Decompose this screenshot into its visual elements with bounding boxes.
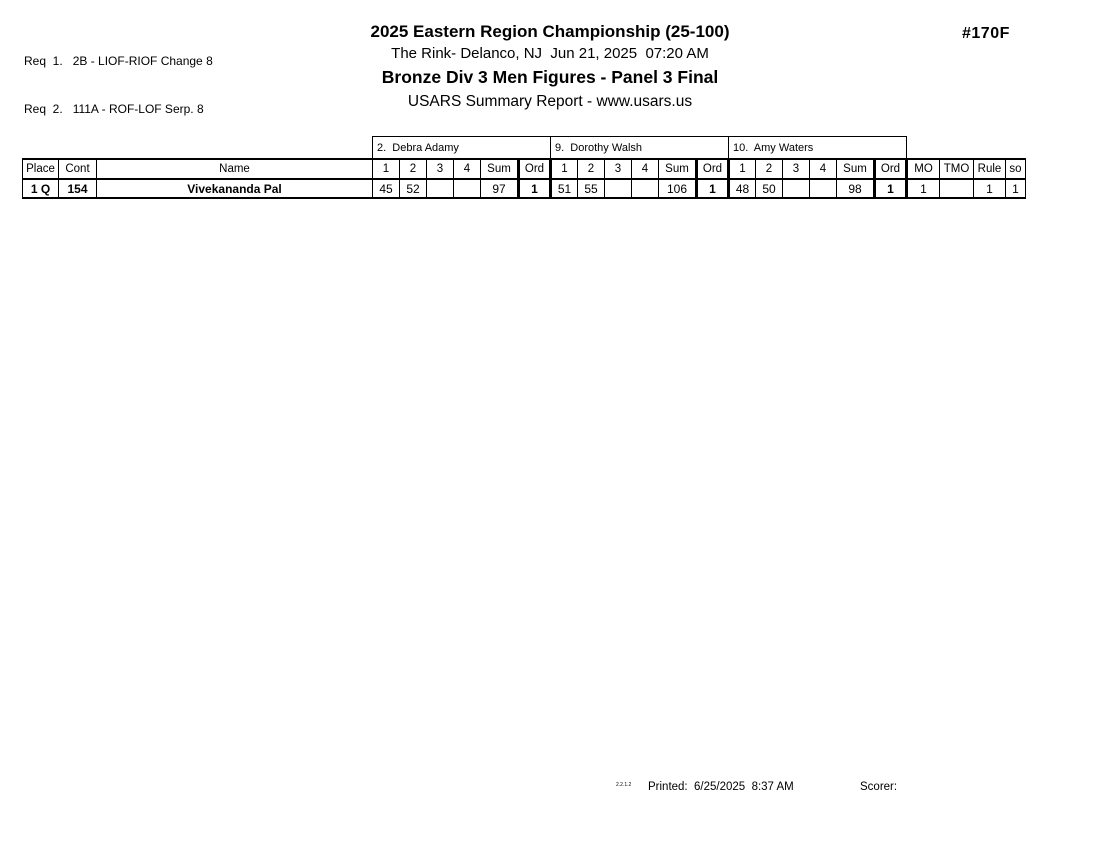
judge-names-row (23, 137, 1026, 160)
col-header-j1-score4: 4 (454, 159, 481, 179)
col-header-j3-score1: 1 (729, 159, 756, 179)
j3-score2-cell: 50 (756, 179, 783, 198)
skater-name-cell: Vivekananda Pal (97, 179, 373, 198)
j2-sum-cell: 106 (659, 179, 697, 198)
tmo-cell (940, 179, 974, 198)
col-header-j1-score1: 1 (373, 159, 400, 179)
j1-sum-cell: 97 (481, 179, 519, 198)
results-table (22, 136, 1026, 199)
col-header-j3-score2: 2 (756, 159, 783, 179)
col-header-mo: MO (907, 159, 940, 179)
j3-ord-cell: 1 (875, 179, 907, 198)
venue-date-line: The Rink- Delanco, NJ Jun 21, 2025 07:20 AM (391, 45, 709, 62)
col-header-j2-score2: 2 (578, 159, 605, 179)
report-type-line: USARS Summary Report - www.usars.us (407, 93, 693, 110)
col-header-j2-sum: Sum (659, 159, 697, 179)
j3-sum-cell: 98 (837, 179, 875, 198)
contestant-number-cell: 154 (59, 179, 97, 198)
col-header-so: so (1006, 159, 1026, 179)
report-version: 2.2.1.2 (616, 782, 632, 788)
column-header-row (23, 159, 1026, 179)
requirement-line-1: Req 1. 2B - LIOF-RIOF Change 8 (24, 54, 213, 68)
j1-ord-cell: 1 (519, 179, 551, 198)
judge-row-right-spacer (907, 137, 1026, 160)
judge-2-name: 9. Dorothy Walsh (551, 137, 729, 160)
judge-3-name: 10. Amy Waters (729, 137, 907, 160)
col-header-j3-ord: Ord (875, 159, 907, 179)
so-cell: 1 (1006, 179, 1026, 198)
report-header (0, 22, 1100, 112)
col-header-j1-score3: 3 (427, 159, 454, 179)
col-header-j3-score3: 3 (783, 159, 810, 179)
col-header-j3-sum: Sum (837, 159, 875, 179)
j1-score3-cell (427, 179, 454, 198)
event-title: Bronze Div 3 Men Figures - Panel 3 Final (381, 67, 719, 87)
requirement-line-2: Req 2. 111A - ROF-LOF Serp. 8 (24, 102, 204, 116)
col-header-j3-score4: 4 (810, 159, 837, 179)
report-number: #170F (962, 25, 1010, 42)
j1-score4-cell (454, 179, 481, 198)
judge-1-name: 2. Debra Adamy (373, 137, 551, 160)
col-header-rule: Rule (974, 159, 1006, 179)
j2-score1-cell: 51 (551, 179, 578, 198)
rule-cell: 1 (974, 179, 1006, 198)
col-header-name: Name (97, 159, 373, 179)
result-row (23, 179, 1026, 198)
col-header-j1-sum: Sum (481, 159, 519, 179)
j2-score3-cell (605, 179, 632, 198)
j2-score4-cell (632, 179, 659, 198)
j3-score1-cell: 48 (729, 179, 756, 198)
j1-score2-cell: 52 (400, 179, 427, 198)
mo-cell: 1 (907, 179, 940, 198)
col-header-j2-score3: 3 (605, 159, 632, 179)
judge-row-left-spacer (23, 137, 373, 160)
col-header-cont: Cont (59, 159, 97, 179)
scorer-label: Scorer: (860, 781, 898, 793)
col-header-j2-score1: 1 (551, 159, 578, 179)
place-cell: 1 Q (23, 179, 59, 198)
j2-ord-cell: 1 (697, 179, 729, 198)
printed-timestamp: Printed: 6/25/2025 8:37 AM (648, 781, 794, 793)
col-header-place: Place (23, 159, 59, 179)
col-header-j2-ord: Ord (697, 159, 729, 179)
col-header-j1-score2: 2 (400, 159, 427, 179)
col-header-j1-ord: Ord (519, 159, 551, 179)
j3-score4-cell (810, 179, 837, 198)
col-header-j2-score4: 4 (632, 159, 659, 179)
col-header-tmo: TMO (940, 159, 974, 179)
j1-score1-cell: 45 (373, 179, 400, 198)
j2-score2-cell: 55 (578, 179, 605, 198)
j3-score3-cell (783, 179, 810, 198)
championship-title: 2025 Eastern Region Championship (25-100) (370, 22, 730, 41)
